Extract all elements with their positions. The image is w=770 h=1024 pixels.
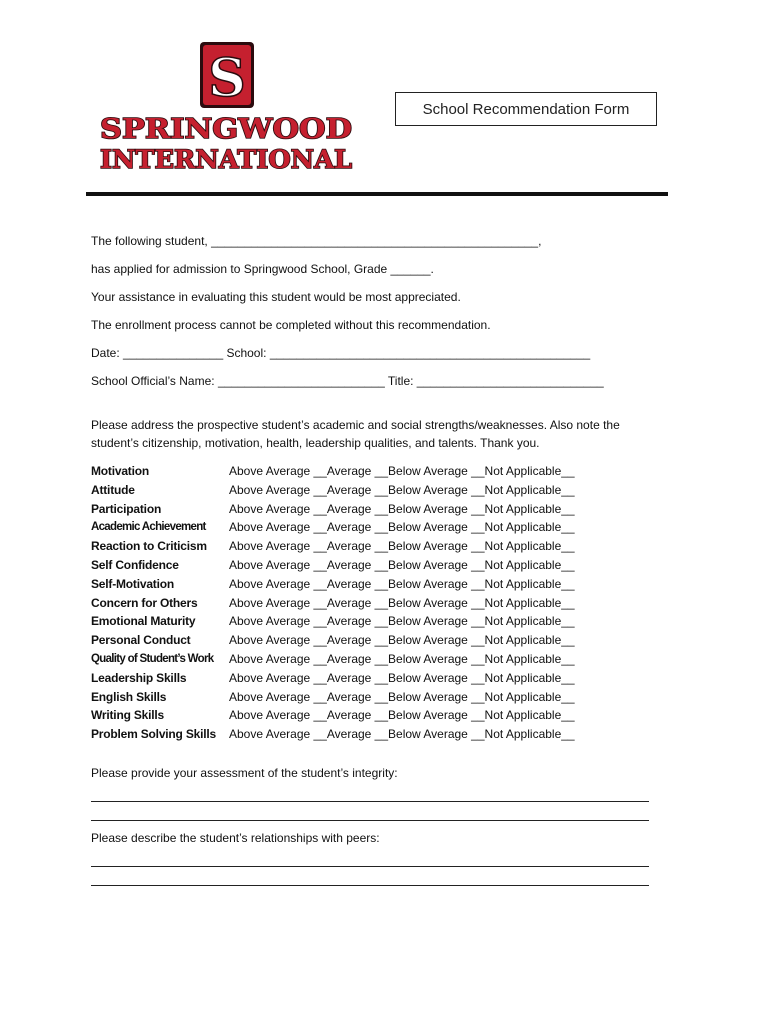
rating-row[interactable]	[91, 725, 575, 744]
rating-options[interactable]: Above Average __Average __Below Average __Not Applicable__	[229, 633, 575, 648]
logo-graphic	[96, 40, 356, 175]
rating-row[interactable]	[91, 706, 575, 725]
integrity-answer-line[interactable]	[91, 802, 649, 821]
rating-options[interactable]: Above Average __Average __Below Average __Not Applicable__	[229, 501, 575, 516]
peers-answer-line[interactable]	[91, 867, 649, 886]
rating-options[interactable]: Above Average __Average __Below Average __Not Applicable__	[229, 464, 575, 478]
grade-line[interactable]: has applied for admission to Springwood School, Grade ______.	[91, 262, 434, 276]
rating-options[interactable]: Above Average __Average __Below Average __Not Applicable__	[229, 557, 575, 572]
rating-options[interactable]: Above Average __Average __Below Average __Not Applicable__	[229, 576, 575, 591]
rating-row[interactable]	[91, 556, 575, 575]
rating-label: Self Confidence	[91, 557, 179, 572]
peers-prompt: Please describe the student’s relationships with peers:	[91, 831, 380, 845]
rating-options[interactable]: Above Average __Average __Below Average __Not Applicable__	[229, 520, 575, 535]
rating-row[interactable]	[91, 650, 575, 669]
rating-row[interactable]	[91, 500, 575, 519]
official-title-line[interactable]: School Official’s Name: _________________________ Title: ____________________________	[91, 374, 604, 388]
rating-options[interactable]: Above Average __Average __Below Average __Not Applicable__	[229, 651, 575, 666]
rating-row[interactable]	[91, 631, 575, 650]
instructions-text: Please address the prospective student’s academic and social strengths/weaknesses. Also note the student’s citizenship, motivation, health, leadership qualities, and talents. Thank you.	[91, 418, 620, 450]
peers-answer-line[interactable]	[91, 848, 649, 867]
intro-text-2: The enrollment process cannot be completed without this recommendation.	[91, 318, 491, 332]
rating-row[interactable]	[91, 537, 575, 556]
rating-row[interactable]	[91, 612, 575, 631]
rating-row[interactable]	[91, 481, 575, 500]
integrity-answer-line[interactable]	[91, 783, 649, 802]
rating-row[interactable]	[91, 462, 575, 481]
rating-row[interactable]	[91, 575, 575, 594]
rating-row[interactable]	[91, 688, 575, 707]
peers-section	[91, 828, 649, 886]
rating-label: Self-Motivation	[91, 576, 174, 591]
rating-label: Motivation	[91, 464, 149, 478]
rating-options[interactable]: Above Average __Average __Below Average __Not Applicable__	[229, 727, 575, 742]
rating-label: Attitude	[91, 482, 135, 497]
rating-label: Writing Skills	[91, 708, 164, 723]
rating-options[interactable]: Above Average __Average __Below Average __Not Applicable__	[229, 482, 575, 497]
rating-label: Participation	[91, 501, 162, 516]
rating-options[interactable]: Above Average __Average __Below Average __Not Applicable__	[229, 670, 575, 685]
ratings-table	[91, 462, 575, 744]
header-divider	[86, 192, 668, 196]
rating-label: Leadership Skills	[91, 670, 187, 685]
rating-label: Academic Achievement	[91, 521, 206, 534]
rating-label: Quality of Student’s Work	[91, 652, 214, 665]
rating-options[interactable]: Above Average __Average __Below Average __Not Applicable__	[229, 708, 575, 723]
rating-options[interactable]: Above Average __Average __Below Average __Not Applicable__	[229, 689, 575, 704]
rating-row[interactable]	[91, 594, 575, 613]
integrity-section	[91, 763, 649, 821]
school-logo	[96, 40, 356, 175]
rating-row[interactable]	[91, 518, 575, 537]
rating-options[interactable]: Above Average __Average __Below Average __Not Applicable__	[229, 595, 575, 610]
rating-label: Emotional Maturity	[91, 614, 196, 629]
date-school-line[interactable]: Date: _______________ School: ________________________________________________	[91, 346, 591, 360]
intro-text-1: Your assistance in evaluating this student would be most appreciated.	[91, 290, 461, 304]
rating-label: Reaction to Criticism	[91, 539, 207, 554]
brand-name-line2: INTERNATIONAL	[100, 145, 353, 174]
integrity-prompt: Please provide your assessment of the student’s integrity:	[91, 766, 398, 780]
student-name-line[interactable]: The following student, _________________________________________________,	[91, 234, 542, 248]
rating-label: Concern for Others	[91, 595, 198, 610]
rating-label: Problem Solving Skills	[91, 727, 216, 742]
rating-label: English Skills	[91, 689, 167, 704]
rating-options[interactable]: Above Average __Average __Below Average __Not Applicable__	[229, 614, 575, 629]
brand-name-line1: SPRINGWOOD	[100, 114, 352, 145]
intro-section	[91, 231, 604, 399]
rating-options[interactable]: Above Average __Average __Below Average __Not Applicable__	[229, 539, 575, 554]
logo-letter: S	[208, 48, 246, 109]
form-title: School Recommendation Form	[395, 92, 657, 126]
rating-row[interactable]	[91, 669, 575, 688]
rating-label: Personal Conduct	[91, 633, 191, 648]
